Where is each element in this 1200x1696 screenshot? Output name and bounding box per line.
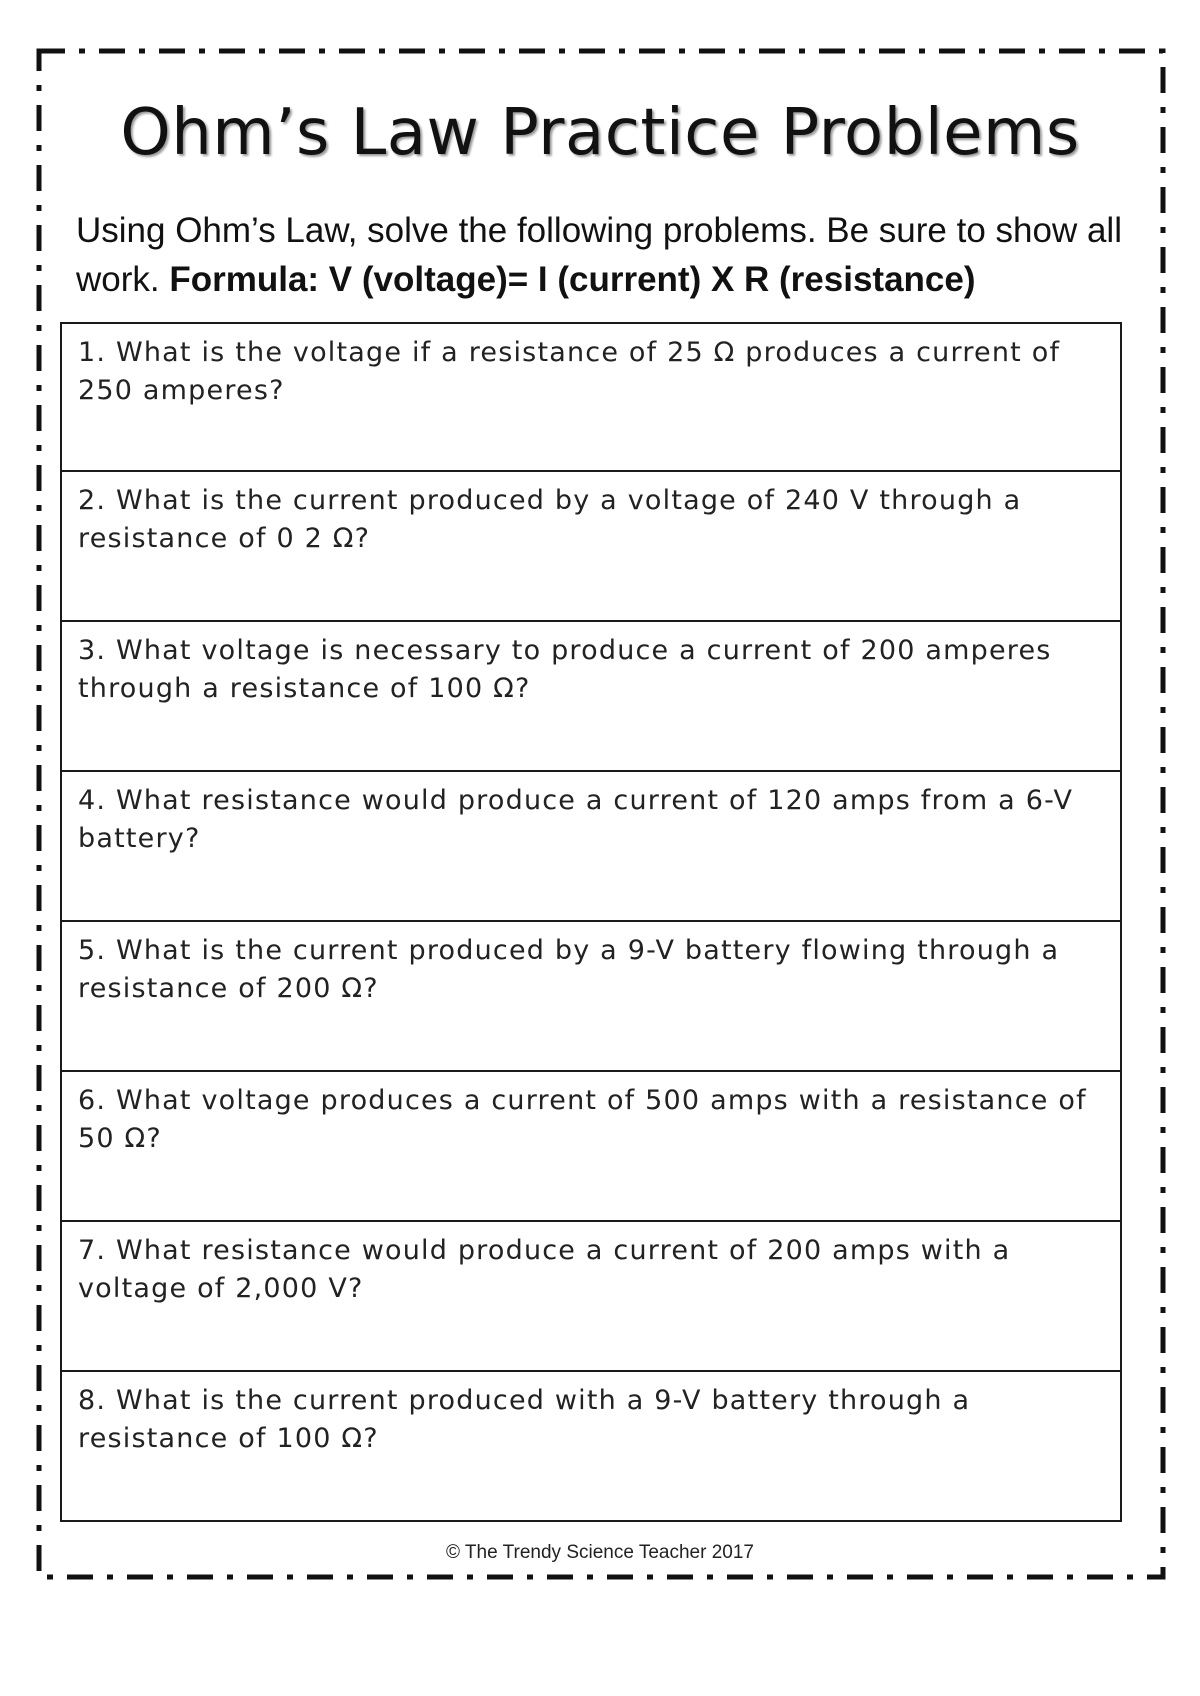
problem-list (60, 322, 1122, 1522)
problem-3: 3. What voltage is necessary to produce a current of 200 amperes through a resistance of 100 Ω? (60, 622, 1122, 772)
problem-7: 7. What resistance would produce a current of 200 amps with a voltage of 2,000 V? (60, 1222, 1122, 1372)
copyright-footer: © The Trendy Science Teacher 2017 (446, 1542, 754, 1563)
problem-1: 1. What is the voltage if a resistance of 25 Ω produces a current of 250 amperes? (60, 322, 1122, 472)
page-title: Ohm’s Law Practice Problems (120, 96, 1080, 170)
problem-2: 2. What is the current produced by a voltage of 240 V through a resistance of 0 2 Ω? (60, 472, 1122, 622)
problem-8: 8. What is the current produced with a 9-V battery through a resistance of 100 Ω? (60, 1372, 1122, 1522)
problem-4: 4. What resistance would produce a current of 120 amps from a 6-V battery? (60, 772, 1122, 922)
instructions (76, 206, 1136, 304)
problem-6: 6. What voltage produces a current of 500 amps with a resistance of 50 Ω? (60, 1072, 1122, 1222)
instructions-text: Using Ohm’s Law, solve the following problems. Be sure to show all work. (76, 211, 1122, 299)
formula-text: Formula: V (voltage)= I (current) X R (resistance) (169, 260, 976, 299)
problem-5: 5. What is the current produced by a 9-V battery flowing through a resistance of 200 Ω? (60, 922, 1122, 1072)
